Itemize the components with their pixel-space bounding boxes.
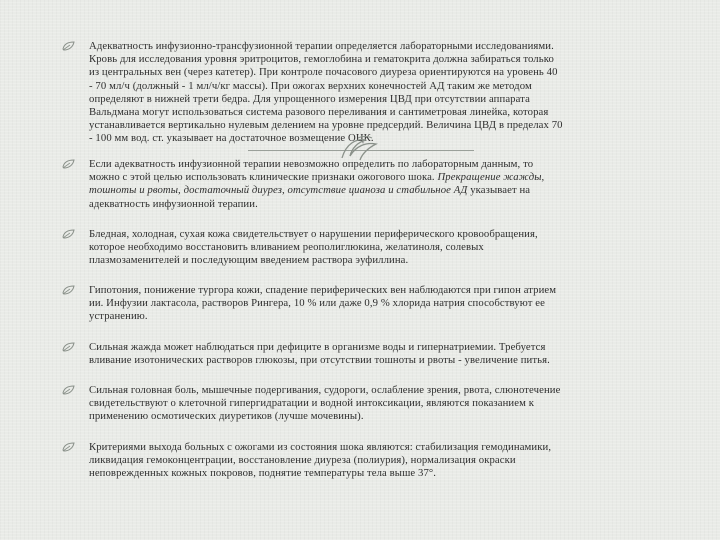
text-line: Вальдмана могут использоваться система разового переливания и сантиметровая линейка, которая [89, 106, 549, 119]
text-line: Сильная жажда может наблюдаться при дефиците в организме воды и гипернатриемии. Требуется [89, 341, 546, 353]
bullet-text-5 [89, 341, 661, 367]
text-line: - 70 мл/ч (должный - 1 мл/ч/кг массы). При ожогах верхних конечностей АД таким же методом [89, 79, 532, 92]
bullet-text-1 [89, 40, 661, 146]
text-segment: указывает на [467, 184, 531, 197]
bullet-text-7 [89, 441, 661, 481]
text-line: Если адекватность инфузионной терапии невозможно определить по лабораторным данным, то [89, 158, 534, 170]
text-line: устанавливается вертикально нулевым делением на уровне предсердий. Величина ЦВД в пределах 70 [89, 119, 563, 132]
leaf-bullet-icon [62, 385, 75, 395]
leaf-bullet-icon [62, 229, 75, 239]
text-line: свидетельствуют о клеточной гипергидратации и водной интоксикации, являются показанием к [89, 397, 535, 410]
text-line [89, 184, 661, 197]
italic-text: Прекращение жажды, [434, 171, 545, 184]
text-line: применению осмотических диуретиков (лучше мочевины). [89, 410, 364, 423]
text-line: адекватность инфузионной терапии. [89, 197, 258, 210]
text-line: Критериями выхода больных с ожогами из состояния шока являются: стабилизация гемодинамики, [89, 441, 552, 453]
italic-text: тошноты и рвоты, достаточный диурез, отсутствие цианоза и стабильное АД [89, 184, 468, 197]
leaf-bullet-icon [62, 285, 75, 295]
leaf-bullet-icon [62, 342, 75, 352]
text-line: Гипотония, понижение тургора кожи, спадение периферических вен наблюдаются при гипон атрием [89, 284, 557, 296]
text-segment: можно с этой целью использовать клинические признаки ожогового шока. [89, 171, 435, 184]
text-line: ликвидация гемоконцентрации, восстановление диуреза (полиурия), нормализация окраски [89, 454, 516, 467]
bullet-text-3 [89, 228, 661, 268]
text-line: - 100 мм вод. ст. указывает на достаточное возмещение ОЦК. [89, 132, 374, 145]
text-line: Бледная, холодная, сухая кожа свидетельствует о нарушении периферического кровообращения, [89, 228, 538, 240]
bullet-text-6 [89, 384, 661, 424]
text-line: Сильная головная боль, мышечные подергивания, судороги, ослабление зрения, рвота, слюнотечение [89, 384, 561, 396]
text-line: вливание изотонических растворов глюкозы, при отсутствии тошноты и рвоты - увеличение питья. [89, 354, 550, 367]
text-line: из центральных вен (через катетер). При контроле почасового диуреза ориентируются на уровень 40 [89, 66, 558, 79]
text-line: которое необходимо восстановить вливанием реополиглюкина, желатиноля, солевых [89, 241, 484, 254]
text-line: Адекватность инфузионно-трансфузионной терапии определяется лабораторными исследованиями. [89, 40, 554, 52]
text-line: определяют в нижней трети бедра. Для упрощенного измерения ЦВД при отсутствии аппарата [89, 92, 530, 105]
text-line [89, 171, 661, 184]
leaf-bullet-icon [62, 442, 75, 452]
bullet-text-4 [89, 284, 661, 324]
text-line: Кровь для исследования уровня эритроцитов, гемоглобина и гематокрита должна забираться только [89, 53, 554, 66]
leaf-bullet-icon [62, 159, 75, 169]
bullet-text-2 [89, 158, 661, 211]
text-line: ии. Инфузии лактасола, растворов Рингера, 10 % или даже 0,9 % хлорида натрия способствуют ее [89, 297, 545, 310]
text-line: устранению. [89, 310, 148, 323]
text-line: плазмозаменителей и последующим введением раствора эуфиллина. [89, 254, 409, 267]
text-line: неповрежденных кожных покровов, поднятие температуры тела выше 37°. [89, 467, 437, 480]
leaf-bullet-icon [62, 41, 75, 51]
